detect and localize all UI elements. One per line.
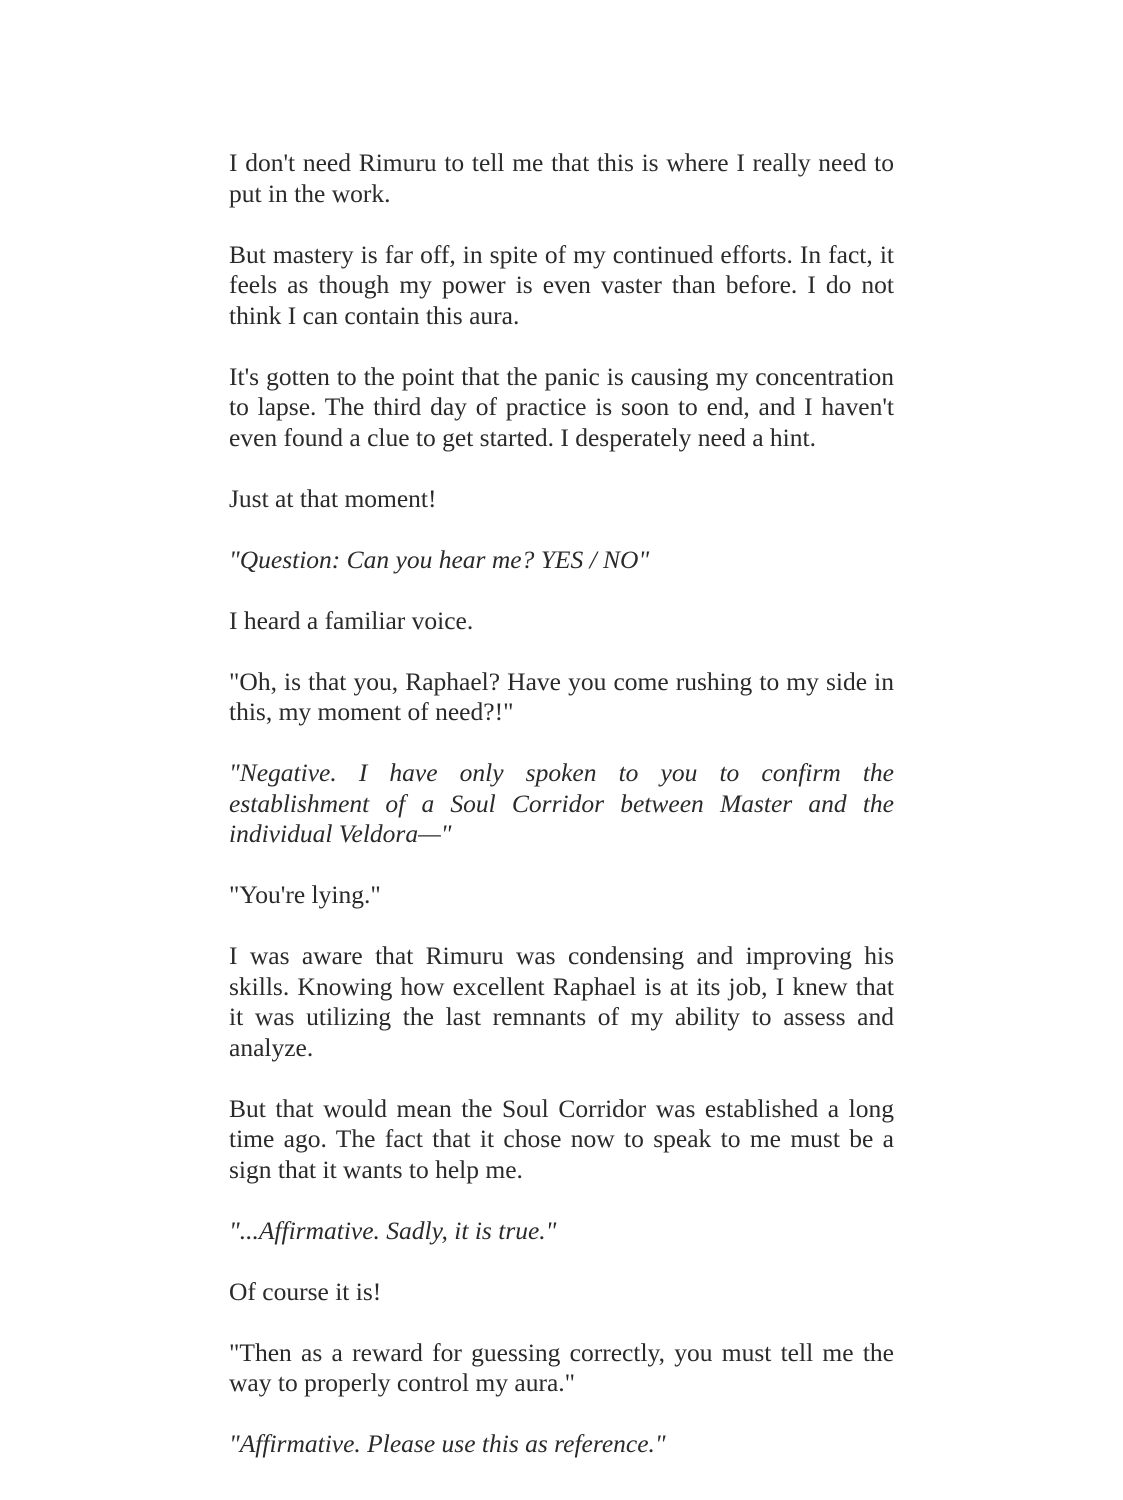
- paragraph: I heard a familiar voice.: [229, 605, 474, 635]
- paragraph: But that would mean the Soul Corridor was established a long time ago. The fact that it chose now to speak to me must be a sign that it wants to help me.: [229, 1093, 894, 1184]
- dialogue-line: "Oh, is that you, Raphael? Have you come rushing to my side in this, my moment of need?!": [229, 666, 894, 726]
- paragraph: But mastery is far off, in spite of my continued efforts. In fact, it feels as though my power is even vaster than before. I do not think I can contain this aura.: [229, 239, 894, 330]
- system-voice-line: "Negative. I have only spoken to you to confirm the establishment of a Soul Corridor between Master and the individual Veldora—": [229, 758, 894, 848]
- dialogue-line: "Then as a reward for guessing correctly, you must tell me the way to properly control my aura.": [229, 1337, 894, 1397]
- page-body: [229, 148, 894, 1490]
- dialogue-line: "You're lying.": [229, 880, 381, 909]
- paragraph: Of course it is!: [229, 1276, 382, 1306]
- paragraph: It's gotten to the point that the panic is causing my concentration to lapse. The third day of practice is soon to end, and I haven't even found a clue to get started. I desperately need a hint.: [229, 361, 894, 452]
- paragraph: I was aware that Rimuru was condensing and improving his skills. Knowing how excellent Raphael is at its job, I knew that it was utilizing the last remnants of my ability to assess and analyze.: [229, 941, 894, 1062]
- paragraph: Just at that moment!: [229, 483, 437, 513]
- paragraph: I don't need Rimuru to tell me that this is where I really need to put in the work.: [229, 148, 894, 208]
- system-voice-line: "...Affirmative. Sadly, it is true.": [229, 1215, 557, 1245]
- system-voice-line: "Question: Can you hear me? YES / NO": [229, 544, 650, 574]
- system-voice-line: "Affirmative. Please use this as reference.": [229, 1429, 666, 1458]
